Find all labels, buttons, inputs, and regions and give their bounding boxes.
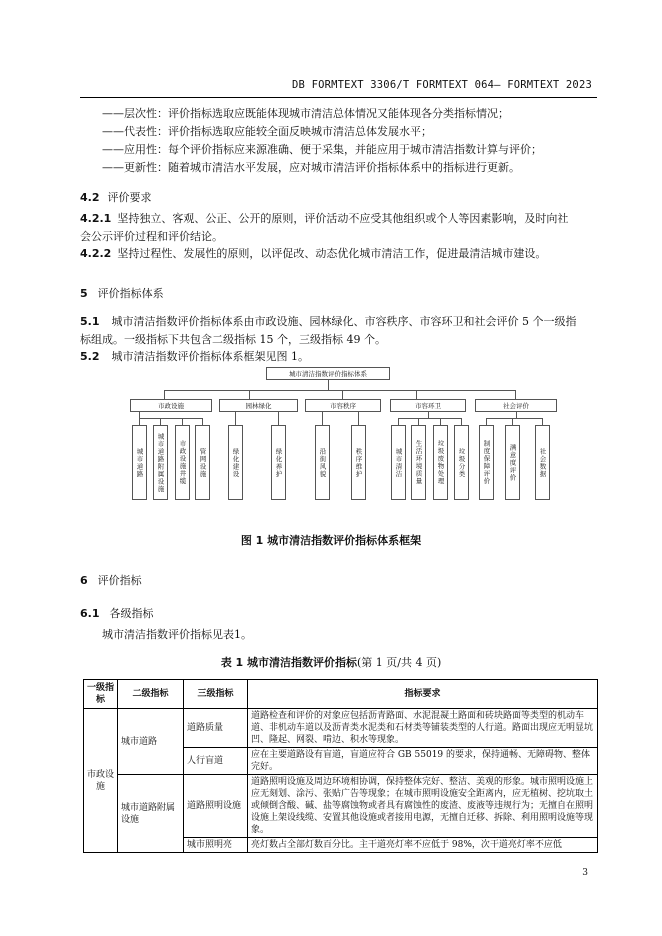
th-l1: 一级指标 (84, 680, 118, 709)
header-rule (80, 97, 597, 98)
cell-l2: 城市道路附属设施 (118, 775, 184, 853)
l2-satisfaction-evaluation: 满意度评价 (505, 425, 520, 500)
table-row (84, 709, 598, 748)
section-6-heading: 6 评价指标 (80, 574, 142, 587)
indicator-table (83, 679, 598, 853)
principle-1: ——层次性：评价指标选取应既能体现城市清洁总体情况又能体现各分类指标情况； (102, 107, 509, 120)
l1-sanitation: 市容环卫 (390, 399, 466, 412)
clause-4-2-2: 4.2.2 坚持过程性、发展性的原则，以评促改、动态优化城市清洁工作，促进最清洁城市建设。 (80, 247, 547, 260)
l2-waste-treatment: 垃圾废物处理 (433, 425, 448, 500)
section-5-heading: 5 评价指标体系 (80, 287, 164, 300)
table-header-row (84, 680, 598, 709)
cell-req: 道路检查和评价的对象应包括沥青路面、水泥混凝土路面和砖块路面等类型的机动车道、非机动车道以及沥青类水泥类和石材类等铺装类型的人行道。路面出现应无明显坑凹、隆起、网裂、啃边、积水等现象。 (248, 709, 598, 748)
cell-l3: 城市照明亮 (184, 838, 248, 853)
l1-greening: 园林绿化 (219, 399, 298, 412)
indicator-framework-diagram (112, 364, 568, 516)
l2-city-cleaning: 城市清洁 (391, 425, 406, 500)
cell-req: 亮灯数占全部灯数百分比。主干道亮灯率不应低于 98%，次干道亮灯率不应低 (248, 838, 598, 853)
principle-3: ——应用性：每个评价指标应来源准确、便于采集，并能应用于城市清洁指数计算与评价； (102, 143, 542, 156)
th-req: 指标要求 (248, 680, 598, 709)
section-6-1-heading: 6.1 各级指标 (80, 607, 154, 620)
l1-order: 市容秩序 (305, 399, 381, 412)
clause-5-1-cont: 标组成。一级指标下共包含二级指标 15 个，三级指标 49 个。 (80, 333, 386, 346)
l2-social-data: 社会数据 (535, 425, 550, 500)
cell-req: 应在主要道路设有盲道，盲道应符合 GB 55019 的要求，保持通畅、无障碍物、整体完好。 (248, 748, 598, 775)
th-l2: 二级指标 (118, 680, 184, 709)
cell-l2: 城市道路 (118, 709, 184, 775)
cell-l3: 道路质量 (184, 709, 248, 748)
l2-green-maintenance: 绿化养护 (271, 425, 286, 500)
l2-order-maintenance: 秩序维护 (351, 425, 366, 500)
l2-green-construction: 绿化建设 (228, 425, 243, 500)
principle-2: ——代表性：评价指标选取应能较全面反映城市清洁总体发展水平； (102, 125, 432, 138)
section-4-2-heading: 4.2 评价要求 (80, 191, 152, 204)
table-row (84, 775, 598, 838)
document-header-code: DB FORMTEXT 3306/T FORMTEXT 064— FORMTEXT 2023 (292, 79, 592, 91)
l2-road-facilities: 城市道路附属设施 (153, 425, 168, 500)
section-6-1-text: 城市清洁指数评价指标见表1。 (102, 628, 252, 641)
l2-city-roads: 城市道路 (132, 425, 147, 500)
l2-municipal-wells: 市政设施井缆 (175, 425, 190, 500)
clause-4-2-1: 4.2.1 坚持独立、客观、公正、公开的原则，评价活动不应受其他组织或个人等因素影响，及时向社 (80, 212, 569, 225)
figure-caption: 图 1 城市清洁指数评价指标体系框架 (240, 534, 422, 547)
table-caption: 表 1 城市清洁指数评价指标(第 1 页/共 4 页) (220, 656, 442, 669)
cell-l3: 人行盲道 (184, 748, 248, 775)
l2-institutional-evaluation: 制度保障评价 (479, 425, 494, 500)
clause-5-2: 5.2 城市清洁指数评价指标体系框架见图 1。 (80, 350, 309, 363)
principle-4: ——更新性：随着城市清洁水平发展，应对城市清洁评价指标体系中的指标进行更新。 (102, 161, 520, 174)
l1-municipal: 市政设施 (130, 399, 212, 412)
cell-l1: 市政设施 (84, 709, 118, 853)
th-l3: 三级指标 (184, 680, 248, 709)
l2-street-view: 沿街风貌 (315, 425, 330, 500)
page-number: 3 (582, 868, 588, 878)
cell-req: 道路照明设施及周边环境相协调，保持整体完好、整洁、美观的形象。城市照明设施上应无刻划、涂污、张贴广告等现象；在城市照明设施安全距离内，应无植树、挖坑取土或倾倒含酸、碱、盐等腐蚀物或者具有腐蚀性的废渣、废液等违规行为；无擅自在照明设施上架设线缆、安置其他设施或者接用电源，无擅自迁移、拆除、利用照明设施等现象。 (248, 775, 598, 838)
diagram-root: 城市清洁指数评价指标体系 (266, 367, 390, 380)
clause-4-2-1-cont: 会公示评价过程和评价结论。 (80, 230, 223, 243)
l2-living-environment: 生活环境质量 (411, 425, 426, 500)
l2-pipe-network: 管网设施 (195, 425, 210, 500)
clause-5-1: 5.1 城市清洁指数评价指标体系由市政设施、园林绿化、市容秩序、市容环卫和社会评价 5 个一级指 (80, 315, 577, 328)
l2-waste-sorting: 垃圾分类 (454, 425, 469, 500)
cell-l3: 道路照明设施 (184, 775, 248, 838)
l1-social: 社会评价 (475, 399, 557, 412)
